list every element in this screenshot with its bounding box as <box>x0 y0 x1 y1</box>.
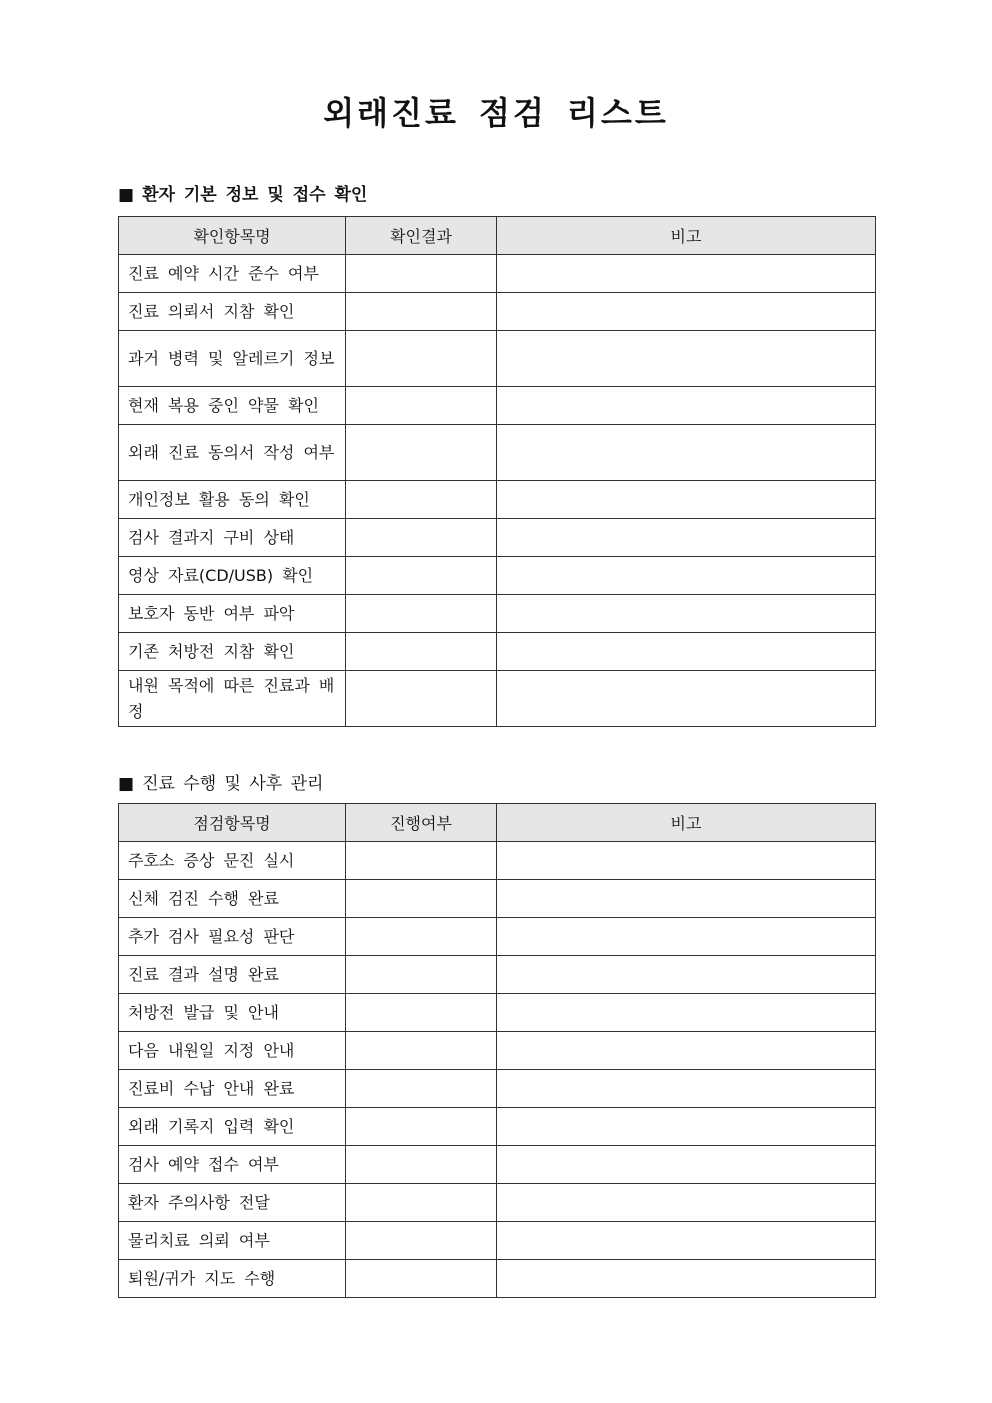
table-header-row <box>119 804 876 842</box>
progress-cell[interactable] <box>346 1222 497 1260</box>
result-cell[interactable] <box>346 481 497 519</box>
remarks-cell[interactable] <box>497 595 876 633</box>
progress-cell[interactable] <box>346 994 497 1032</box>
table-row <box>119 1260 876 1298</box>
remarks-cell[interactable] <box>497 557 876 595</box>
section2-table <box>118 803 876 1298</box>
square-bullet-icon: ■ <box>118 774 135 794</box>
table-row <box>119 842 876 880</box>
item-label: 현재 복용 중인 약물 확인 <box>119 387 346 425</box>
progress-cell[interactable] <box>346 1184 497 1222</box>
table-row <box>119 1070 876 1108</box>
item-label: 영상 자료(CD/USB) 확인 <box>119 557 346 595</box>
remarks-cell[interactable] <box>497 387 876 425</box>
result-cell[interactable] <box>346 633 497 671</box>
item-label: 처방전 발급 및 안내 <box>119 994 346 1032</box>
remarks-cell[interactable] <box>497 1070 876 1108</box>
section2-heading <box>118 769 323 794</box>
remarks-cell[interactable] <box>497 994 876 1032</box>
remarks-cell[interactable] <box>497 1146 876 1184</box>
remarks-cell[interactable] <box>497 671 876 727</box>
square-bullet-icon: ■ <box>118 185 135 205</box>
item-label: 물리치료 의뢰 여부 <box>119 1222 346 1260</box>
header-remarks: 비고 <box>497 217 876 255</box>
header-result: 확인결과 <box>346 217 497 255</box>
table-row <box>119 1108 876 1146</box>
table-row <box>119 1032 876 1070</box>
remarks-cell[interactable] <box>497 633 876 671</box>
result-cell[interactable] <box>346 557 497 595</box>
item-label: 진료비 수납 안내 완료 <box>119 1070 346 1108</box>
table-row <box>119 425 876 481</box>
progress-cell[interactable] <box>346 880 497 918</box>
table-row <box>119 956 876 994</box>
table-row <box>119 595 876 633</box>
result-cell[interactable] <box>346 595 497 633</box>
table-row <box>119 633 876 671</box>
remarks-cell[interactable] <box>497 956 876 994</box>
header-item: 점검항목명 <box>119 804 346 842</box>
result-cell[interactable] <box>346 331 497 387</box>
header-item: 확인항목명 <box>119 217 346 255</box>
item-label: 개인정보 활용 동의 확인 <box>119 481 346 519</box>
progress-cell[interactable] <box>346 1032 497 1070</box>
table-row <box>119 994 876 1032</box>
remarks-cell[interactable] <box>497 293 876 331</box>
progress-cell[interactable] <box>346 1070 497 1108</box>
item-label: 다음 내원일 지정 안내 <box>119 1032 346 1070</box>
table-row <box>119 1146 876 1184</box>
remarks-cell[interactable] <box>497 1108 876 1146</box>
item-label: 외래 기록지 입력 확인 <box>119 1108 346 1146</box>
progress-cell[interactable] <box>346 842 497 880</box>
table-row <box>119 880 876 918</box>
item-label: 신체 검진 수행 완료 <box>119 880 346 918</box>
remarks-cell[interactable] <box>497 481 876 519</box>
table-row <box>119 918 876 956</box>
table-row <box>119 331 876 387</box>
remarks-cell[interactable] <box>497 425 876 481</box>
result-cell[interactable] <box>346 387 497 425</box>
item-label: 검사 예약 접수 여부 <box>119 1146 346 1184</box>
table-row <box>119 293 876 331</box>
item-label: 외래 진료 동의서 작성 여부 <box>119 425 346 481</box>
progress-cell[interactable] <box>346 1108 497 1146</box>
remarks-cell[interactable] <box>497 1260 876 1298</box>
table-row <box>119 671 876 727</box>
progress-cell[interactable] <box>346 918 497 956</box>
table-row <box>119 1222 876 1260</box>
remarks-cell[interactable] <box>497 1184 876 1222</box>
item-label: 주호소 증상 문진 실시 <box>119 842 346 880</box>
result-cell[interactable] <box>346 671 497 727</box>
item-label: 기존 처방전 지참 확인 <box>119 633 346 671</box>
remarks-cell[interactable] <box>497 918 876 956</box>
item-label: 진료 예약 시간 준수 여부 <box>119 255 346 293</box>
item-label: 진료 의뢰서 지참 확인 <box>119 293 346 331</box>
result-cell[interactable] <box>346 425 497 481</box>
remarks-cell[interactable] <box>497 842 876 880</box>
item-label: 과거 병력 및 알레르기 정보 <box>119 331 346 387</box>
item-label: 보호자 동반 여부 파악 <box>119 595 346 633</box>
remarks-cell[interactable] <box>497 880 876 918</box>
table-row <box>119 481 876 519</box>
table-row <box>119 255 876 293</box>
section2-heading-text: 진료 수행 및 사후 관리 <box>142 774 324 794</box>
result-cell[interactable] <box>346 519 497 557</box>
item-label: 진료 결과 설명 완료 <box>119 956 346 994</box>
table-header-row <box>119 217 876 255</box>
table-row <box>119 1184 876 1222</box>
item-label: 검사 결과지 구비 상태 <box>119 519 346 557</box>
progress-cell[interactable] <box>346 956 497 994</box>
remarks-cell[interactable] <box>497 519 876 557</box>
table-row <box>119 519 876 557</box>
item-label: 추가 검사 필요성 판단 <box>119 918 346 956</box>
header-remarks: 비고 <box>497 804 876 842</box>
header-progress: 진행여부 <box>346 804 497 842</box>
table-row <box>119 557 876 595</box>
remarks-cell[interactable] <box>497 1222 876 1260</box>
progress-cell[interactable] <box>346 1260 497 1298</box>
item-label: 환자 주의사항 전달 <box>119 1184 346 1222</box>
section1-heading-text: 환자 기본 정보 및 접수 확인 <box>142 185 368 205</box>
remarks-cell[interactable] <box>497 1032 876 1070</box>
document-title: 외래진료 점검 리스트 <box>323 94 669 132</box>
section1-table <box>118 216 876 727</box>
remarks-cell[interactable] <box>497 255 876 293</box>
item-label: 내원 목적에 따른 진료과 배정 <box>119 671 346 727</box>
result-cell[interactable] <box>346 293 497 331</box>
progress-cell[interactable] <box>346 1146 497 1184</box>
remarks-cell[interactable] <box>497 331 876 387</box>
section1-heading <box>118 180 367 205</box>
table-row <box>119 387 876 425</box>
result-cell[interactable] <box>346 255 497 293</box>
item-label: 퇴원/귀가 지도 수행 <box>119 1260 346 1298</box>
